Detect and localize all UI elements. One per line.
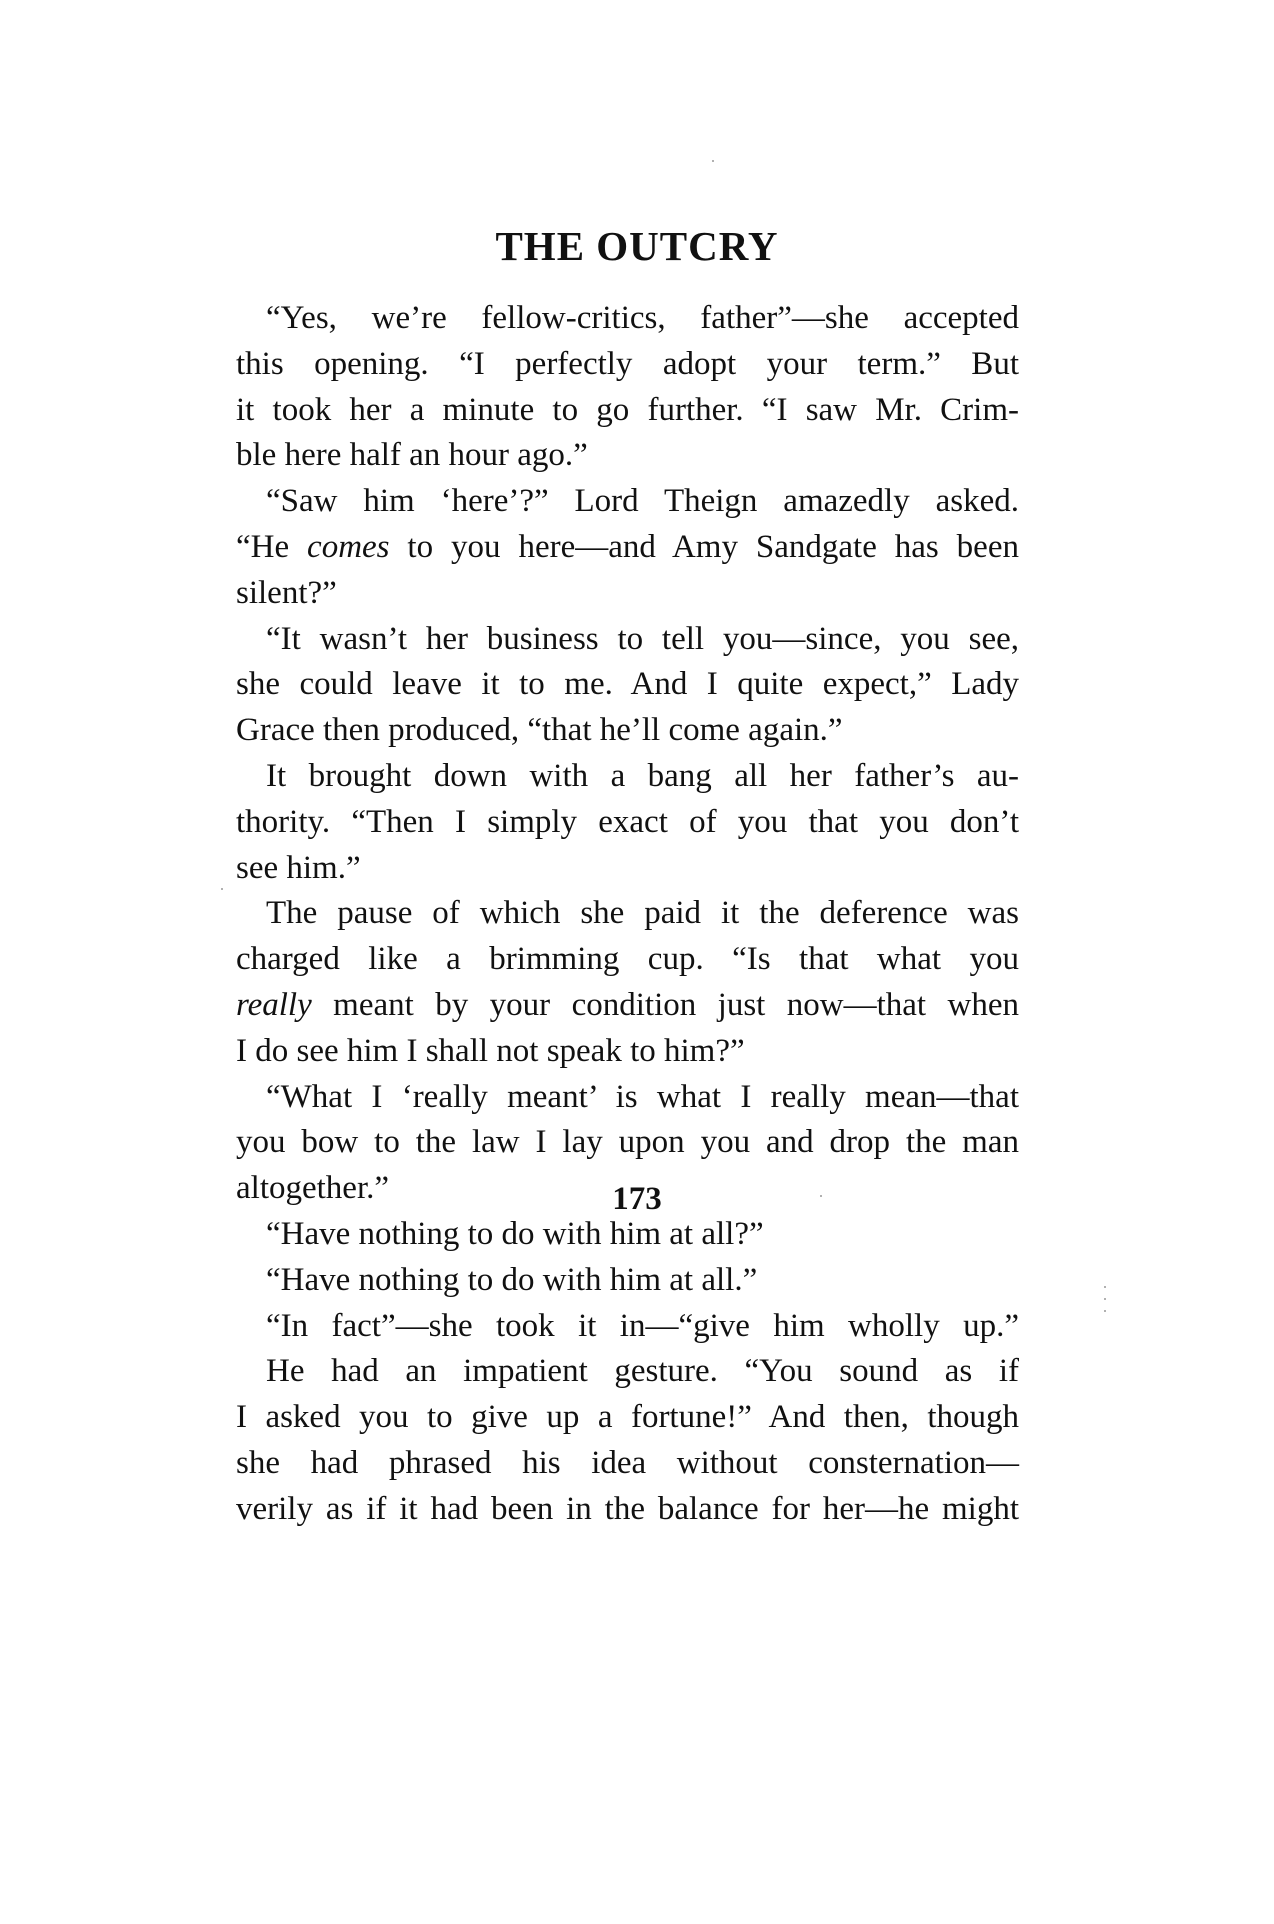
text-line: verily as if it had been in the balance for her—he might [236,1490,1019,1527]
text-line: silent?” [236,574,337,611]
text-line: “Have nothing to do with him at all?” [266,1215,764,1252]
body-text [236,296,1019,1533]
text-line: altogether.” [236,1170,390,1207]
text-line: “Saw him ‘here’?” Lord Theign amazedly asked. [266,483,1019,520]
text-line: you bow to the law I lay upon you and drop the man [236,1124,1019,1161]
text-line: see him.” [236,849,361,886]
text-line: It brought down with a bang all her father’s au- [266,757,1019,794]
text-line: I asked you to give up a fortune!” And then, though [236,1399,1019,1436]
text-line: ble here half an hour ago.” [236,437,588,474]
text-line: The pause of which she paid it the deference was [266,895,1019,932]
text-line: I do see him I shall not speak to him?” [236,1032,745,1069]
text-line: it took her a minute to go further. “I saw Mr. Crim- [236,391,1019,428]
text-line: “What I ‘really meant’ is what I really mean—that [266,1078,1019,1115]
text-line: charged like a brimming cup. “Is that what you [236,941,1019,978]
paper-speck [1104,1298,1106,1300]
page-number: 173 [612,1181,662,1217]
text-line: “In fact”—she took it in—“give him wholly up.” [266,1307,1019,1344]
text-segment: “He [236,528,308,565]
italic-emphasis: really [236,986,312,1023]
text-line: Grace then produced, “that he’ll come again.” [236,712,843,749]
paper-speck [1104,1286,1106,1288]
text-line: she had phrased his idea without consternation— [236,1444,1019,1481]
text-line: He had an impatient gesture. “You sound as if [266,1353,1019,1390]
text-segment: meant by your condition just now—that when [311,986,1019,1023]
running-head: THE OUTCRY [495,223,779,269]
text-line: this opening. “I perfectly adopt your term.” But [236,345,1019,382]
text-segment: to you here—and Amy Sandgate has been [389,528,1019,565]
paper-speck [221,888,223,890]
text-line [236,983,1019,1029]
text-line: “Have nothing to do with him at all.” [266,1261,758,1298]
text-line: she could leave it to me. And I quite expect,” Lady [236,666,1019,703]
paper-speck [712,160,714,162]
paper-speck [820,1195,822,1197]
text-line [236,525,1019,571]
text-line: “Yes, we’re fellow-critics, father”—she accepted [266,300,1019,336]
paper-speck [1104,1310,1106,1312]
italic-emphasis: comes [307,528,390,565]
text-line: thority. “Then I simply exact of you that you don’t [236,803,1019,840]
text-line: “It wasn’t her business to tell you—since, you see, [266,620,1019,657]
